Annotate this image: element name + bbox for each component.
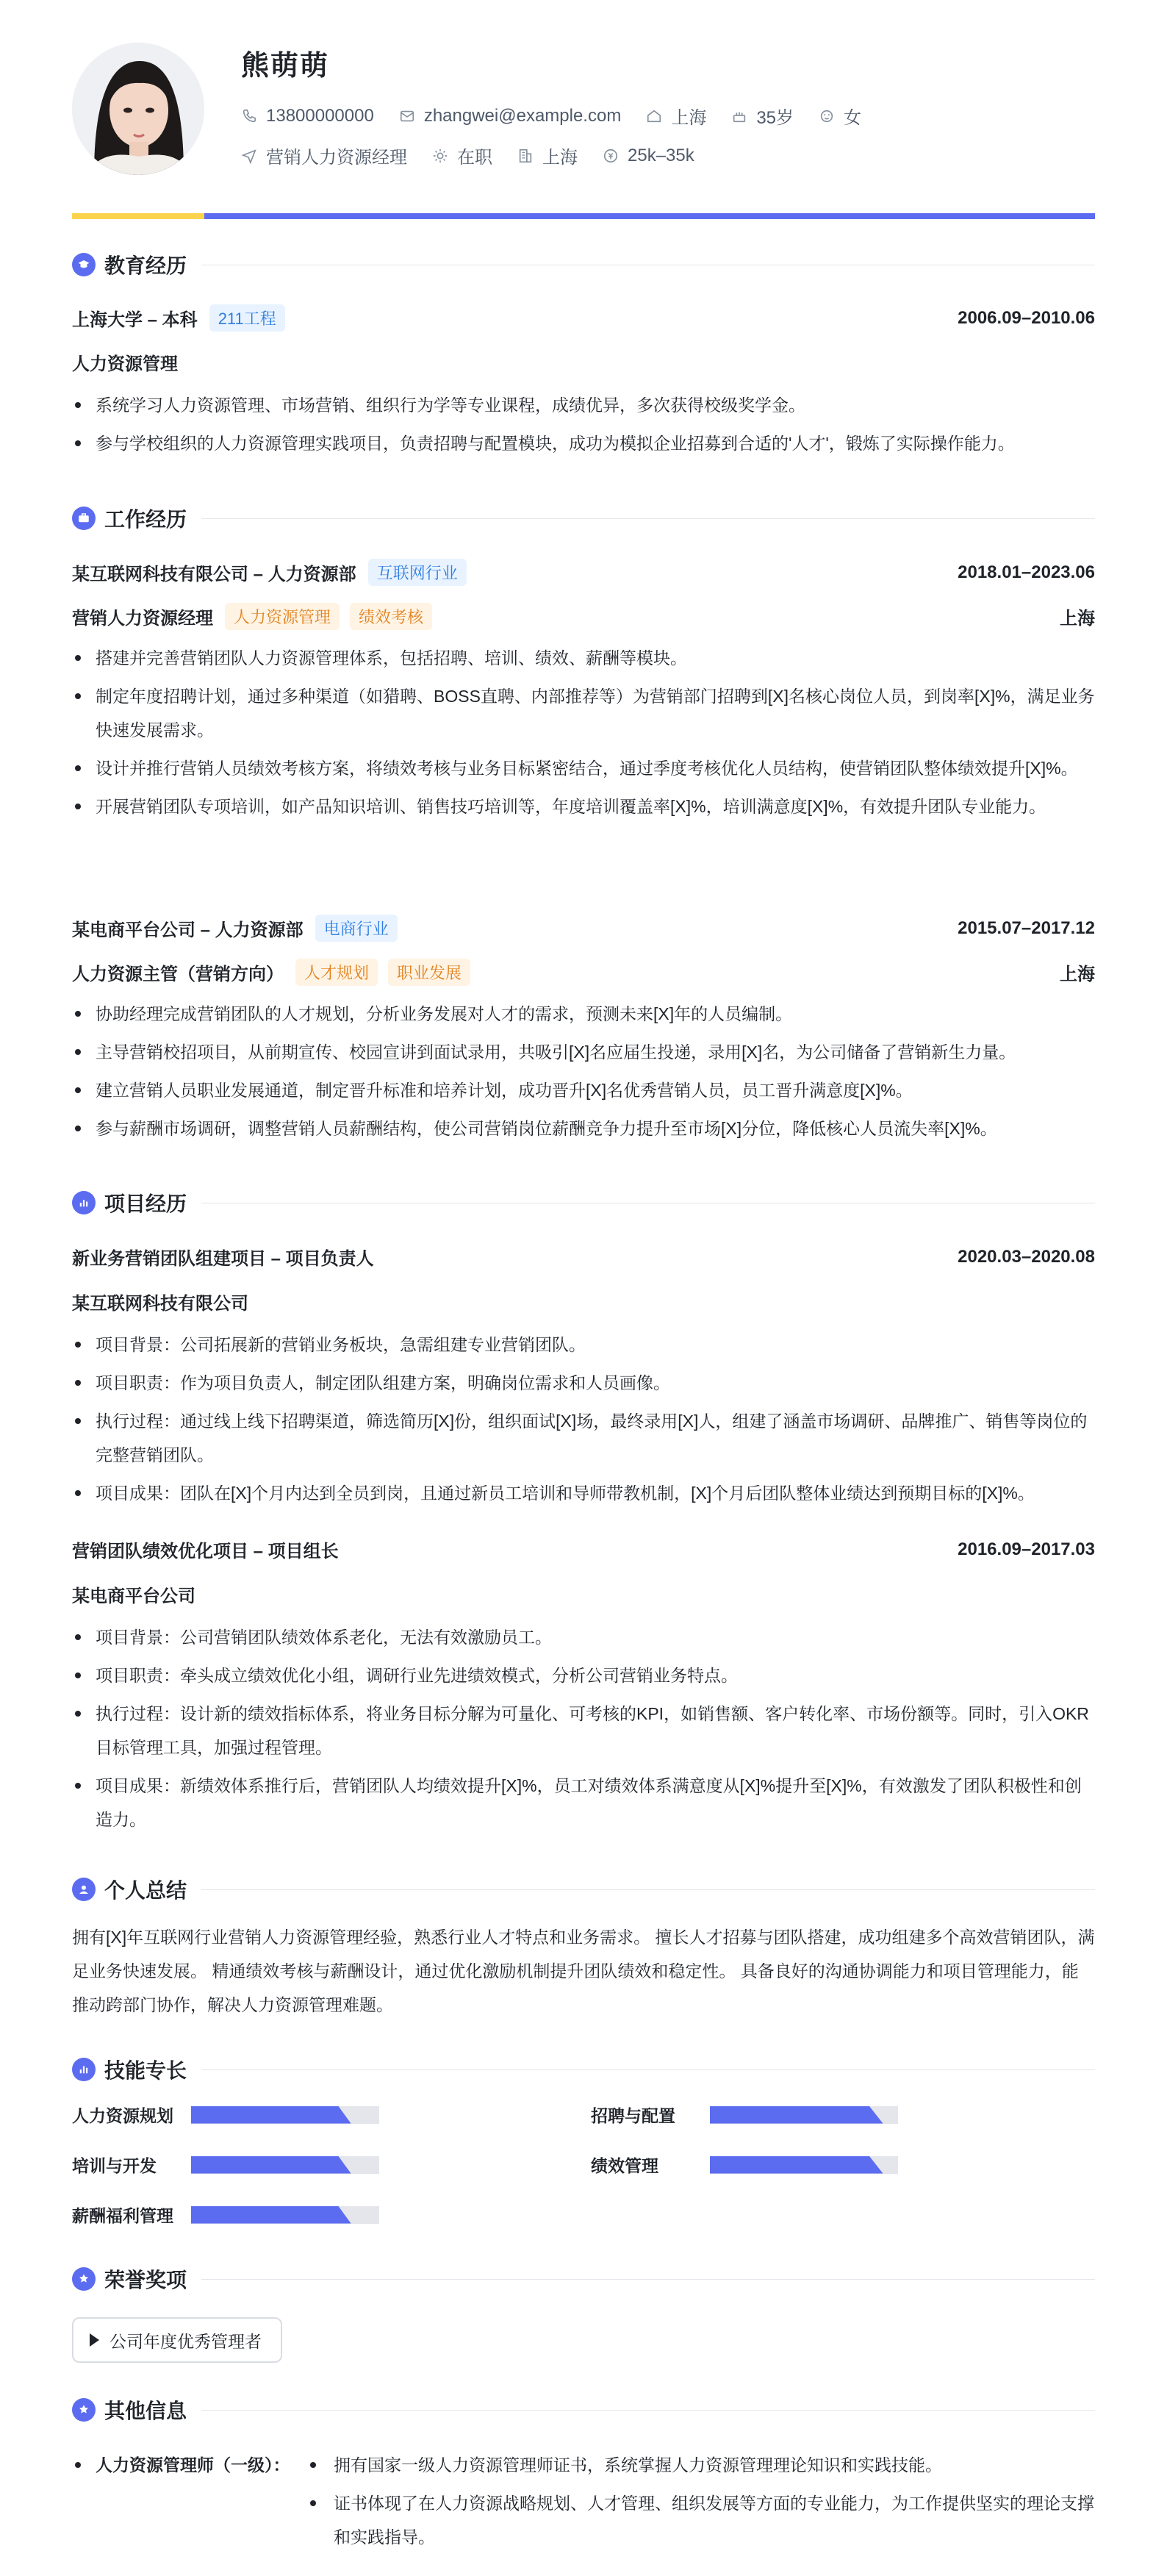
award-text: 公司年度优秀管理者 bbox=[109, 2331, 262, 2351]
candidate-name: 熊萌萌 bbox=[241, 51, 330, 82]
section-title-text: 教育经历 bbox=[104, 254, 187, 277]
skill-name: 绩效管理 bbox=[591, 2156, 658, 2175]
skill-item bbox=[72, 2203, 379, 2227]
education-period: 2006.09–2010.06 bbox=[958, 307, 1095, 328]
list-item: 执行过程：设计新的绩效指标体系，将业务目标分解为可量化、可考核的KPI，如销售额、客户转化率、市场份额等。同时，引入OKR目标管理工具，加强过程管理。 bbox=[72, 1697, 1095, 1764]
section-work bbox=[72, 504, 1095, 533]
phone-icon bbox=[241, 108, 257, 124]
skill-item bbox=[72, 2153, 379, 2177]
user-icon bbox=[72, 1878, 96, 1901]
skill-bar bbox=[191, 2106, 379, 2124]
education-header-row bbox=[72, 304, 1095, 332]
job-title: 营销人力资源经理 bbox=[72, 609, 213, 629]
resume-header bbox=[72, 43, 1095, 182]
section-other bbox=[72, 2395, 1095, 2425]
project-period: 2016.09–2017.03 bbox=[958, 1539, 1095, 1559]
section-awards bbox=[72, 2264, 1095, 2294]
target-position-item bbox=[241, 143, 407, 168]
major-name: 人力资源管理 bbox=[72, 354, 178, 374]
work-1-title-row bbox=[72, 603, 1095, 630]
cake-icon bbox=[731, 108, 747, 124]
header-divider bbox=[72, 213, 1095, 219]
list-item: 开展营销团队专项培训，如产品知识培训、销售技巧培训等，年度培训覆盖率[X]%，培训满意度[X]%，有效提升团队专业能力。 bbox=[72, 790, 1095, 823]
section-title-text: 荣誉奖项 bbox=[104, 2269, 187, 2291]
list-item: 协助经理完成营销团队的人才规划，分析业务发展对人才的需求，预测未来[X]年的人员编制。 bbox=[72, 997, 1095, 1031]
work-period: 2015.07–2017.12 bbox=[958, 917, 1095, 938]
list-item: 项目背景：公司营销团队绩效体系老化，无法有效激励员工。 bbox=[72, 1620, 1095, 1654]
skill-item bbox=[591, 2103, 898, 2127]
section-title-text: 项目经历 bbox=[104, 1192, 187, 1215]
industry-tag: 电商行业 bbox=[315, 915, 398, 942]
project-company: 某互联网科技有限公司 bbox=[72, 1294, 248, 1314]
gender-item bbox=[819, 103, 861, 129]
company-name: 某互联网科技有限公司 – 人力资源部 bbox=[72, 565, 356, 584]
salary-text: 25k–35k bbox=[628, 145, 694, 165]
skill-bar bbox=[191, 2206, 379, 2224]
list-item: 参与薪酬市场调研，调整营销人员薪酬结构，使公司营销岗位薪酬竞争力提升至市场[X]分位，降低核心人员流失率[X]%。 bbox=[72, 1112, 1095, 1145]
school-name: 上海大学 – 本科 bbox=[72, 310, 198, 330]
work-2-title-row bbox=[72, 959, 1095, 986]
age-text: 35岁 bbox=[756, 108, 794, 128]
email-item bbox=[399, 106, 622, 126]
section-projects bbox=[72, 1188, 1095, 1217]
skill-bar bbox=[710, 2156, 898, 2174]
target-city-text: 上海 bbox=[542, 148, 578, 168]
money-icon bbox=[603, 148, 619, 164]
project-1-bullets bbox=[72, 1328, 1095, 1514]
list-item: 项目成果：新绩效体系推行后，营销团队人均绩效提升[X]%，员工对绩效体系满意度从[X]%提升至[X]%，有效激发了团队积极性和创造力。 bbox=[72, 1769, 1095, 1836]
target-position-text: 营销人力资源经理 bbox=[266, 148, 407, 168]
status-text: 在职 bbox=[457, 148, 492, 168]
work-2-header-row bbox=[72, 915, 1095, 942]
play-icon bbox=[90, 2333, 99, 2347]
job-intent-row bbox=[241, 143, 719, 168]
education-bullets bbox=[72, 388, 1095, 465]
email-text: zhangwei@example.com bbox=[423, 105, 622, 126]
section-education bbox=[72, 250, 1095, 279]
age-item bbox=[731, 103, 794, 129]
send-icon bbox=[241, 148, 257, 164]
building-icon bbox=[517, 148, 534, 164]
mail-icon bbox=[399, 108, 415, 124]
graduation-cap-icon bbox=[72, 253, 96, 276]
briefcase-icon bbox=[72, 507, 96, 530]
skill-item bbox=[591, 2153, 898, 2177]
skill-tag: 绩效考核 bbox=[350, 603, 432, 630]
project-company: 某电商平台公司 bbox=[72, 1586, 195, 1606]
list-item: 项目成果：团队在[X]个月内达到全员到岗，且通过新员工培训和导师带教机制，[X]个月后团队整体业绩达到预期目标的[X]%。 bbox=[72, 1476, 1095, 1510]
award-badge bbox=[72, 2317, 282, 2363]
certificate-label: 人力资源管理师（一级）： bbox=[72, 2448, 290, 2482]
salary-item bbox=[603, 146, 694, 166]
school-tag: 211工程 bbox=[209, 304, 285, 332]
work-period: 2018.01–2023.06 bbox=[958, 562, 1095, 582]
project-name: 新业务营销团队组建项目 – 项目负责人 bbox=[72, 1249, 374, 1269]
certificate-details bbox=[306, 2448, 1095, 2558]
project-name: 营销团队绩效优化项目 – 项目组长 bbox=[72, 1542, 339, 1561]
list-item: 拥有国家一级人力资源管理师证书，系统掌握人力资源管理理论知识和实践技能。 bbox=[306, 2448, 1095, 2482]
project-period: 2020.03–2020.08 bbox=[958, 1246, 1095, 1267]
list-item: 制定年度招聘计划，通过多种渠道（如猎聘、BOSS直聘、内部推荐等）为营销部门招聘到[X]名核心岗位人员，到岗率[X]%，满足业务快速发展需求。 bbox=[72, 679, 1095, 747]
skill-bar bbox=[710, 2106, 898, 2124]
section-summary bbox=[72, 1875, 1095, 1904]
project-2-bullets bbox=[72, 1620, 1095, 1841]
list-item: 项目职责：牵头成立绩效优化小组，调研行业先进绩效模式，分析公司营销业务特点。 bbox=[72, 1659, 1095, 1692]
list-item: 项目背景：公司拓展新的营销业务板块，急需组建专业营销团队。 bbox=[72, 1328, 1095, 1362]
section-title-text: 其他信息 bbox=[104, 2400, 187, 2422]
work-location: 上海 bbox=[1060, 965, 1095, 984]
skill-name: 培训与开发 bbox=[72, 2156, 157, 2175]
list-item: 设计并推行营销人员绩效考核方案，将绩效考核与业务目标紧密结合，通过季度考核优化人员结构，使营销团队整体绩效提升[X]%。 bbox=[72, 751, 1095, 785]
gender-icon bbox=[819, 108, 835, 124]
skill-tag: 人才规划 bbox=[295, 959, 378, 986]
medal-icon bbox=[72, 2267, 96, 2291]
work-1-bullets bbox=[72, 641, 1095, 828]
list-item: 执行过程：通过线上线下招聘渠道，筛选简历[X]份，组织面试[X]场，最终录用[X]人，组建了涵盖市场调研、品牌推广、销售等岗位的完整营销团队。 bbox=[72, 1404, 1095, 1472]
project-1-company-row bbox=[72, 1289, 1095, 1314]
skill-bar bbox=[191, 2156, 379, 2174]
job-title: 人力资源主管（营销方向） bbox=[72, 965, 284, 984]
contact-row bbox=[241, 103, 886, 129]
industry-tag: 互联网行业 bbox=[368, 559, 467, 586]
section-title-text: 个人总结 bbox=[104, 1879, 187, 1902]
info-icon bbox=[72, 2398, 96, 2422]
summary-text: 拥有[X]年互联网行业营销人力资源管理经验，熟悉行业人才特点和业务需求。 擅长人才招募与团队搭建，成功组建多个高效营销团队，满足业务快速发展。 精通绩效考核与薪酬设计，通过优化激励机制提升团队绩效和稳定性。 具备良好的沟通协调能力和项目管理能力，能推动跨部门协作，解决人力资源管理难题。 bbox=[72, 1928, 1095, 2014]
list-item: 主导营销校招项目，从前期宣传、校园宣讲到面试录用，共吸引[X]名应届生投递，录用[X]名，为公司储备了营销新生力量。 bbox=[72, 1035, 1095, 1069]
work-2-bullets bbox=[72, 997, 1095, 1150]
skill-tag: 人力资源管理 bbox=[225, 603, 340, 630]
section-title-text: 工作经历 bbox=[104, 508, 187, 531]
work-location: 上海 bbox=[1060, 609, 1095, 629]
list-item: 项目职责：作为项目负责人，制定团队组建方案，明确岗位需求和人员画像。 bbox=[72, 1366, 1095, 1400]
list-item: 参与学校组织的人力资源管理实践项目，负责招聘与配置模块，成功为模拟企业招募到合适的'人才'，锻炼了实际操作能力。 bbox=[72, 426, 1095, 460]
avatar bbox=[72, 43, 204, 175]
skill-name: 人力资源规划 bbox=[72, 2106, 173, 2125]
phone-item bbox=[241, 106, 374, 126]
city-item bbox=[646, 103, 706, 129]
project-2-header-row bbox=[72, 1536, 1095, 1562]
company-name: 某电商平台公司 – 人力资源部 bbox=[72, 920, 304, 940]
status-icon bbox=[432, 148, 448, 164]
list-item: 系统学习人力资源管理、市场营销、组织行为学等专业课程，成绩优异，多次获得校级奖学金。 bbox=[72, 388, 1095, 422]
status-item bbox=[432, 143, 492, 168]
section-skills bbox=[72, 2055, 1095, 2084]
home-icon bbox=[646, 108, 662, 124]
phone-text: 13800000000 bbox=[266, 105, 374, 126]
skill-name: 薪酬福利管理 bbox=[72, 2206, 173, 2225]
avatar-portrait bbox=[72, 43, 204, 175]
chart-icon bbox=[72, 1191, 96, 1214]
skill-item bbox=[72, 2103, 379, 2127]
major-row bbox=[72, 349, 1095, 375]
project-2-company-row bbox=[72, 1581, 1095, 1607]
section-title-text: 技能专长 bbox=[104, 2059, 187, 2082]
gender-text: 女 bbox=[844, 108, 862, 128]
work-1-header-row bbox=[72, 559, 1095, 586]
list-item: 证书体现了在人力资源战略规划、人才管理、组织发展等方面的专业能力，为工作提供坚实的理论支撑和实践指导。 bbox=[306, 2486, 1095, 2554]
target-city-item bbox=[517, 143, 578, 168]
list-item: 建立营销人员职业发展通道，制定晋升标准和培养计划，成功晋升[X]名优秀营销人员，员工晋升满意度[X]%。 bbox=[72, 1073, 1095, 1107]
bar-chart-icon bbox=[72, 2058, 96, 2081]
skill-name: 招聘与配置 bbox=[591, 2106, 675, 2125]
city-text: 上海 bbox=[671, 108, 707, 128]
skill-tag: 职业发展 bbox=[388, 959, 470, 986]
list-item: 搭建并完善营销团队人力资源管理体系，包括招聘、培训、绩效、薪酬等模块。 bbox=[72, 641, 1095, 675]
project-1-header-row bbox=[72, 1244, 1095, 1270]
